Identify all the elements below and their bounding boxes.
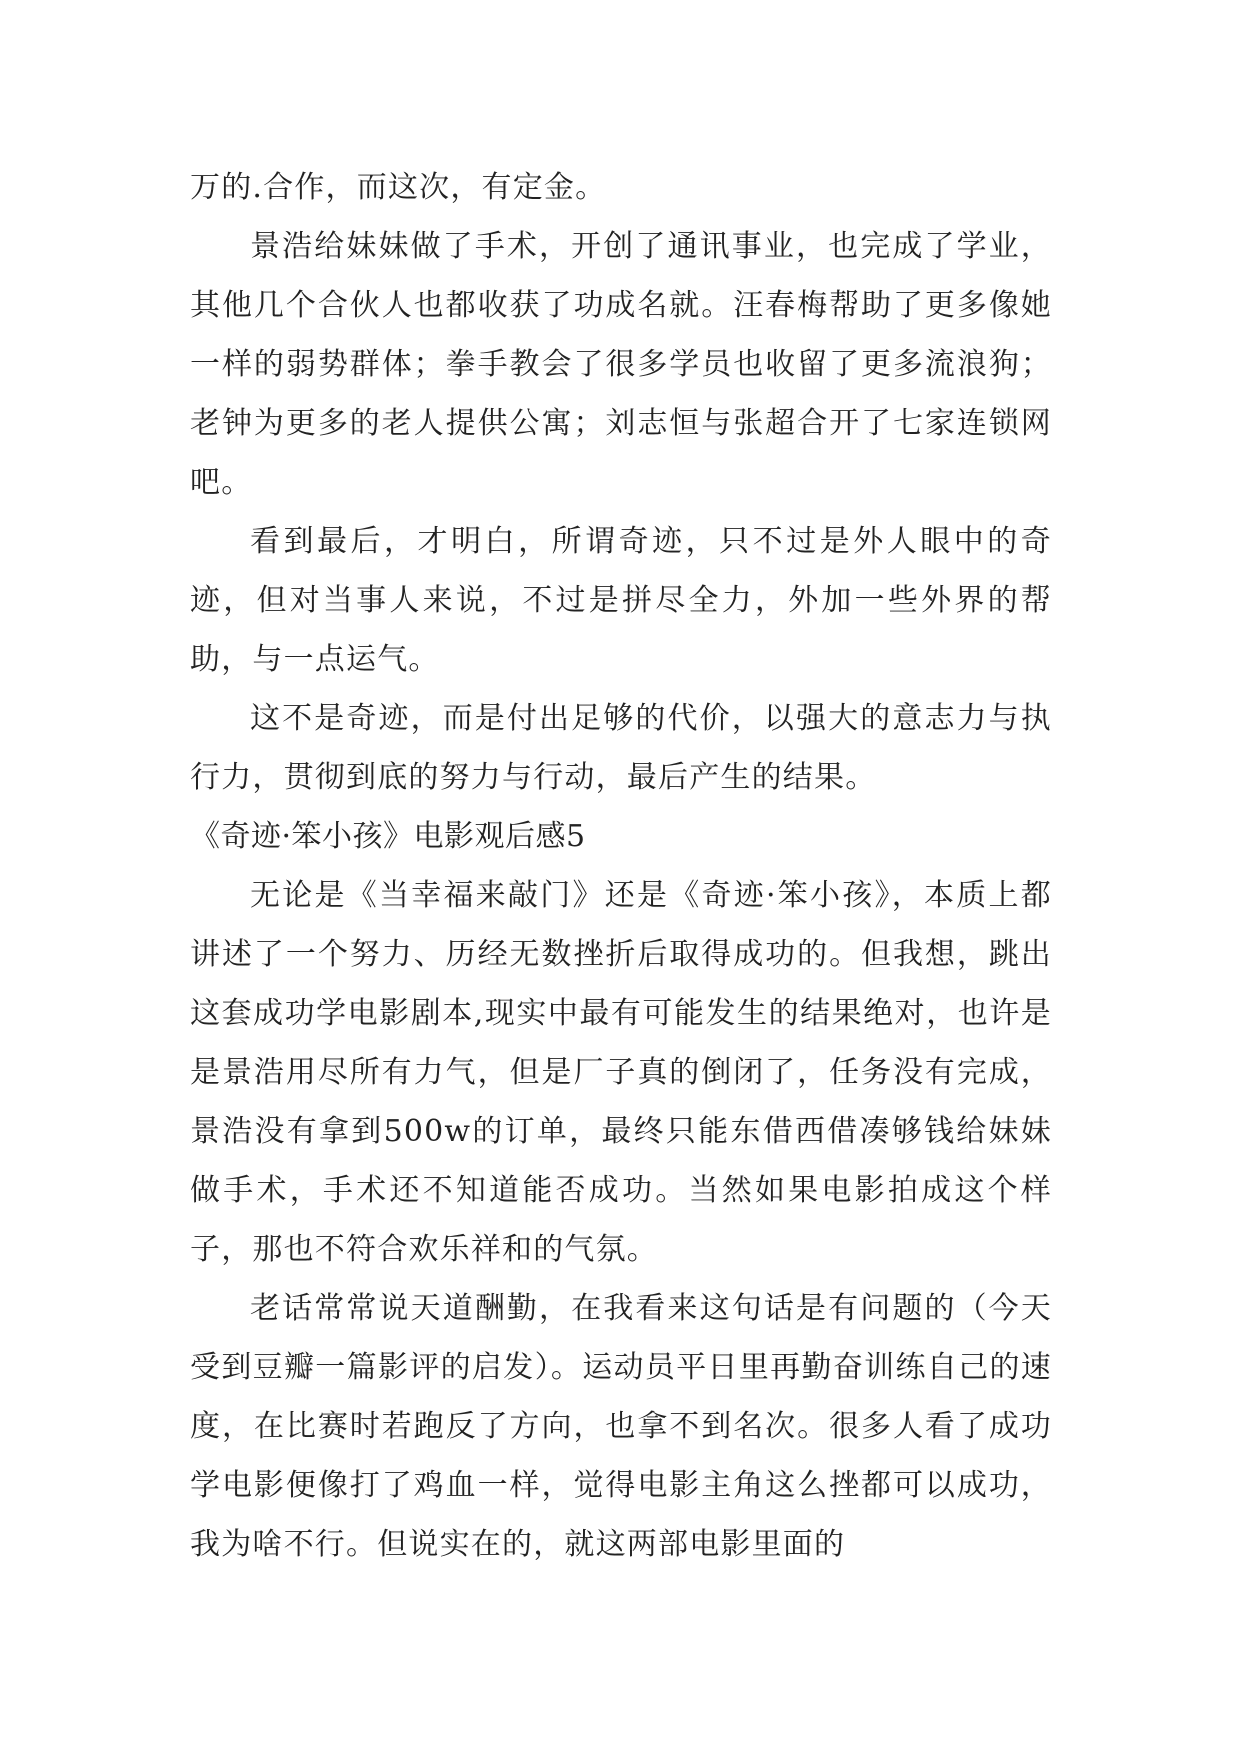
- paragraph-hard-work: 老话常常说天道酬勤，在我看来这句话是有问题的（今天受到豆瓣一篇影评的启发）。运动员平日里再勤奋训练自己的速度，在比赛时若跑反了方向，也拿不到名次。很多人看了成功学电影便像打了鸡血一样，觉得电影主角这么挫都可以成功，我为啥不行。但说实在的，就这两部电影里面的: [190, 1291, 1052, 1562]
- paragraph-not-miracle: 这不是奇迹，而是付出足够的代价，以强大的意志力与执行力，贯彻到底的努力与行动，最后产生的结果。: [190, 701, 1052, 795]
- paragraph-miracle-meaning: 看到最后，才明白，所谓奇迹，只不过是外人眼中的奇迹，但对当事人来说，不过是拼尽全力，外加一些外界的帮助，与一点运气。: [190, 524, 1052, 677]
- document-body: [190, 158, 1052, 1574]
- paragraph-continued: 万的.合作，而这次，有定金。: [190, 170, 607, 205]
- paragraph-comparison: 无论是《当幸福来敲门》还是《奇迹·笨小孩》，本质上都讲述了一个努力、历经无数挫折后取得成功的。但我想，跳出这套成功学电影剧本,现实中最有可能发生的结果绝对，也许是是景浩用尽所有力气，但是厂子真的倒闭了，任务没有完成，景浩没有拿到500w的订单，最终只能东借西借凑够钱给妹妹做手术，手术还不知道能否成功。当然如果电影拍成这个样子，那也不符合欢乐祥和的气氛。: [190, 878, 1052, 1267]
- paragraph-partners-success: 景浩给妹妹做了手术，开创了通讯事业，也完成了学业，其他几个合伙人也都收获了功成名就。汪春梅帮助了更多像她一样的弱势群体；拳手教会了很多学员也收留了更多流浪狗；老钟为更多的老人提供公寓；刘志恒与张超合开了七家连锁网吧。: [190, 229, 1052, 500]
- section-heading: 《奇迹·笨小孩》电影观后感5: [190, 819, 586, 854]
